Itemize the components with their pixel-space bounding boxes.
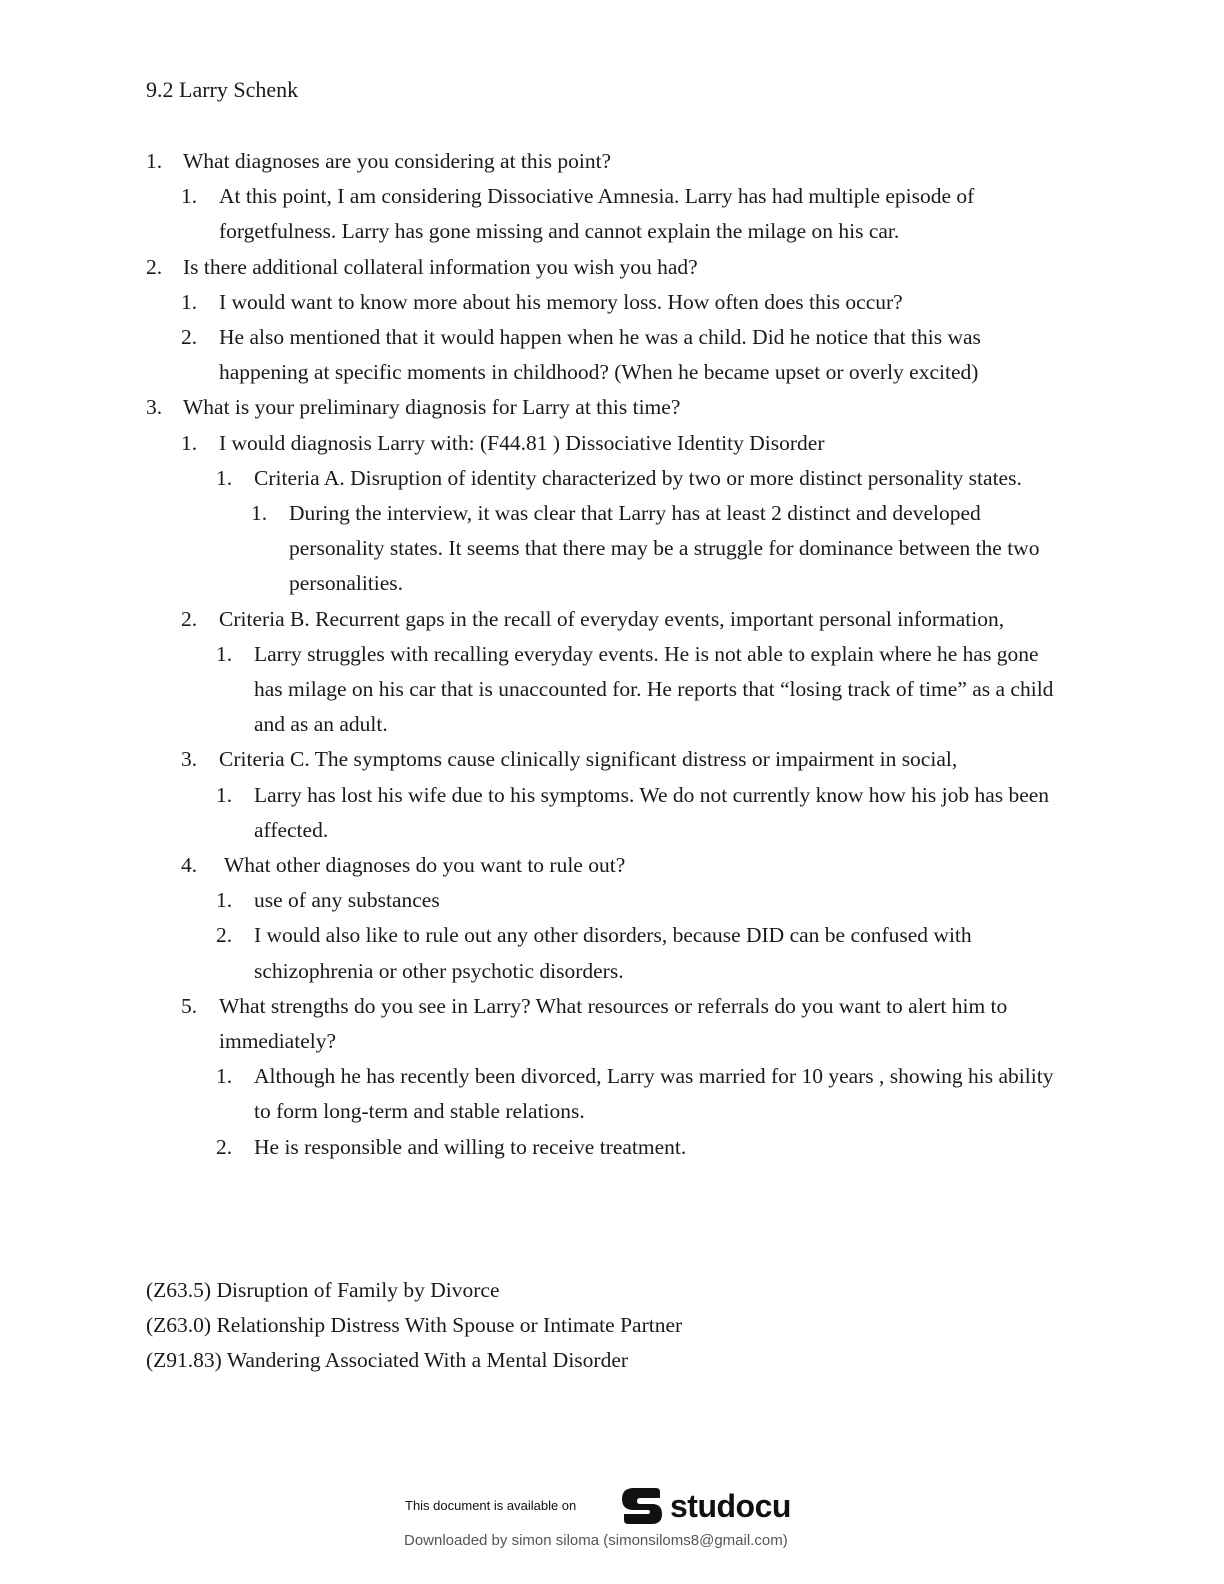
question-text: What strengths do you see in Larry? What resources or referrals do you want to alert him to immediately?: [219, 993, 1008, 1054]
availability-text: This document is available on: [405, 1498, 577, 1513]
list-number: 4.: [181, 853, 198, 878]
list-number: 2.: [181, 606, 198, 631]
list-number: 1.: [216, 465, 233, 490]
list-number: 1.: [251, 501, 268, 526]
question-text: Is there additional collateral information you wish you had?: [183, 254, 698, 279]
list-number: 2.: [216, 923, 233, 948]
question-3: [0, 390, 1063, 425]
studocu-logo-icon: [620, 1484, 664, 1528]
list-number: 2.: [216, 1134, 233, 1159]
criteria-c-detail: [0, 778, 1066, 848]
list-number: 1.: [216, 641, 233, 666]
strength-item-2: [0, 1130, 1066, 1165]
criteria-b: [0, 602, 1064, 637]
list-number: 3.: [181, 747, 198, 772]
diagnostic-codes: [146, 1273, 682, 1379]
page-title: 9.2 Larry Schenk: [146, 77, 299, 102]
rule-out-item-1: [0, 883, 1066, 918]
list-number: 5.: [181, 993, 198, 1018]
question-text: What diagnoses are you considering at this point?: [183, 149, 612, 173]
answer-2-1: [0, 285, 1064, 320]
criteria-text: Criteria C. The symptoms cause clinically significant distress or impairment in social,: [219, 747, 958, 772]
question-text: What is your preliminary diagnosis for Larry at this time?: [183, 395, 681, 420]
list-number: 1.: [181, 289, 198, 314]
list-number: 1.: [216, 782, 233, 807]
criteria-text: Criteria A. Disruption of identity characterized by two or more distinct personality states.: [254, 465, 1022, 490]
strength-text: Although he has recently been divorced, Larry was married for 10 years , showing his ability to form long-term and stable relations.: [254, 1064, 1054, 1124]
rule-out-text: I would also like to rule out any other disorders, because DID can be confused with schizophrenia or other psychotic disorders.: [254, 923, 972, 983]
rule-out-text: use of any substances: [254, 888, 440, 913]
list-number: 2.: [146, 254, 163, 279]
studocu-logo[interactable]: [620, 1484, 791, 1528]
strength-text: He is responsible and willing to receive treatment.: [254, 1134, 687, 1159]
criteria-b-detail: [0, 637, 1066, 743]
list-number: 1.: [181, 430, 198, 455]
criteria-c: [0, 742, 1064, 777]
question-1: [0, 144, 1063, 179]
list-number: 2.: [181, 325, 198, 350]
list-number: 1.: [181, 184, 198, 209]
question-text: What other diagnoses do you want to rule out?: [224, 853, 626, 878]
document-body: [0, 144, 1224, 1165]
criteria-a: [0, 461, 1066, 496]
rule-out-question: [0, 848, 1064, 883]
list-number: 1.: [146, 149, 163, 173]
question-2: [0, 250, 1063, 285]
answer-1-1: [0, 179, 1064, 249]
logo-text: studocu: [670, 1487, 791, 1524]
strengths-question: [0, 989, 1064, 1059]
list-number: 3.: [146, 395, 163, 420]
answer-text: He also mentioned that it would happen when he was a child. Did he notice that this was happening at specific moments in childhood? (When he became upset or overly excited): [219, 325, 981, 385]
code-line: (Z63.0) Relationship Distress With Spouse or Intimate Partner: [146, 1313, 683, 1338]
code-line: (Z91.83) Wandering Associated With a Mental Disorder: [146, 1348, 629, 1373]
download-info: Downloaded by simon siloma (simonsiloms8@gmail.com): [404, 1532, 788, 1549]
diagnosis-text: I would diagnosis Larry with: (F44.81 ) Dissociative Identity Disorder: [219, 430, 825, 455]
strength-item-1: [0, 1059, 1066, 1129]
criteria-a-detail: [0, 496, 1067, 602]
diagnosis: [0, 426, 1064, 461]
answer-text: I would want to know more about his memory loss. How often does this occur?: [219, 289, 903, 314]
criteria-detail-text: Larry struggles with recalling everyday events. He is not able to explain where he has gone has milage on his car that is unaccounted for. He reports that “losing track of time” as a child and as an adult.: [254, 641, 1054, 737]
rule-out-item-2: [0, 918, 1066, 988]
code-line: (Z63.5) Disruption of Family by Divorce: [146, 1278, 500, 1302]
criteria-detail-text: During the interview, it was clear that Larry has at least 2 distinct and developed personality states. It seems that there may be a struggle for dominance between the two personalities.: [289, 501, 1040, 596]
answer-text: At this point, I am considering Dissociative Amnesia. Larry has had multiple episode of forgetfulness. Larry has gone missing and cannot explain the milage on his car.: [219, 184, 975, 244]
answer-2-2: [0, 320, 1064, 390]
criteria-text: Criteria B. Recurrent gaps in the recall of everyday events, important personal information,: [219, 606, 1005, 631]
list-number: 1.: [216, 1064, 233, 1089]
criteria-detail-text: Larry has lost his wife due to his symptoms. We do not currently know how his job has been affected.: [254, 782, 1050, 842]
list-number: 1.: [216, 888, 233, 913]
footer: [0, 1478, 1224, 1578]
